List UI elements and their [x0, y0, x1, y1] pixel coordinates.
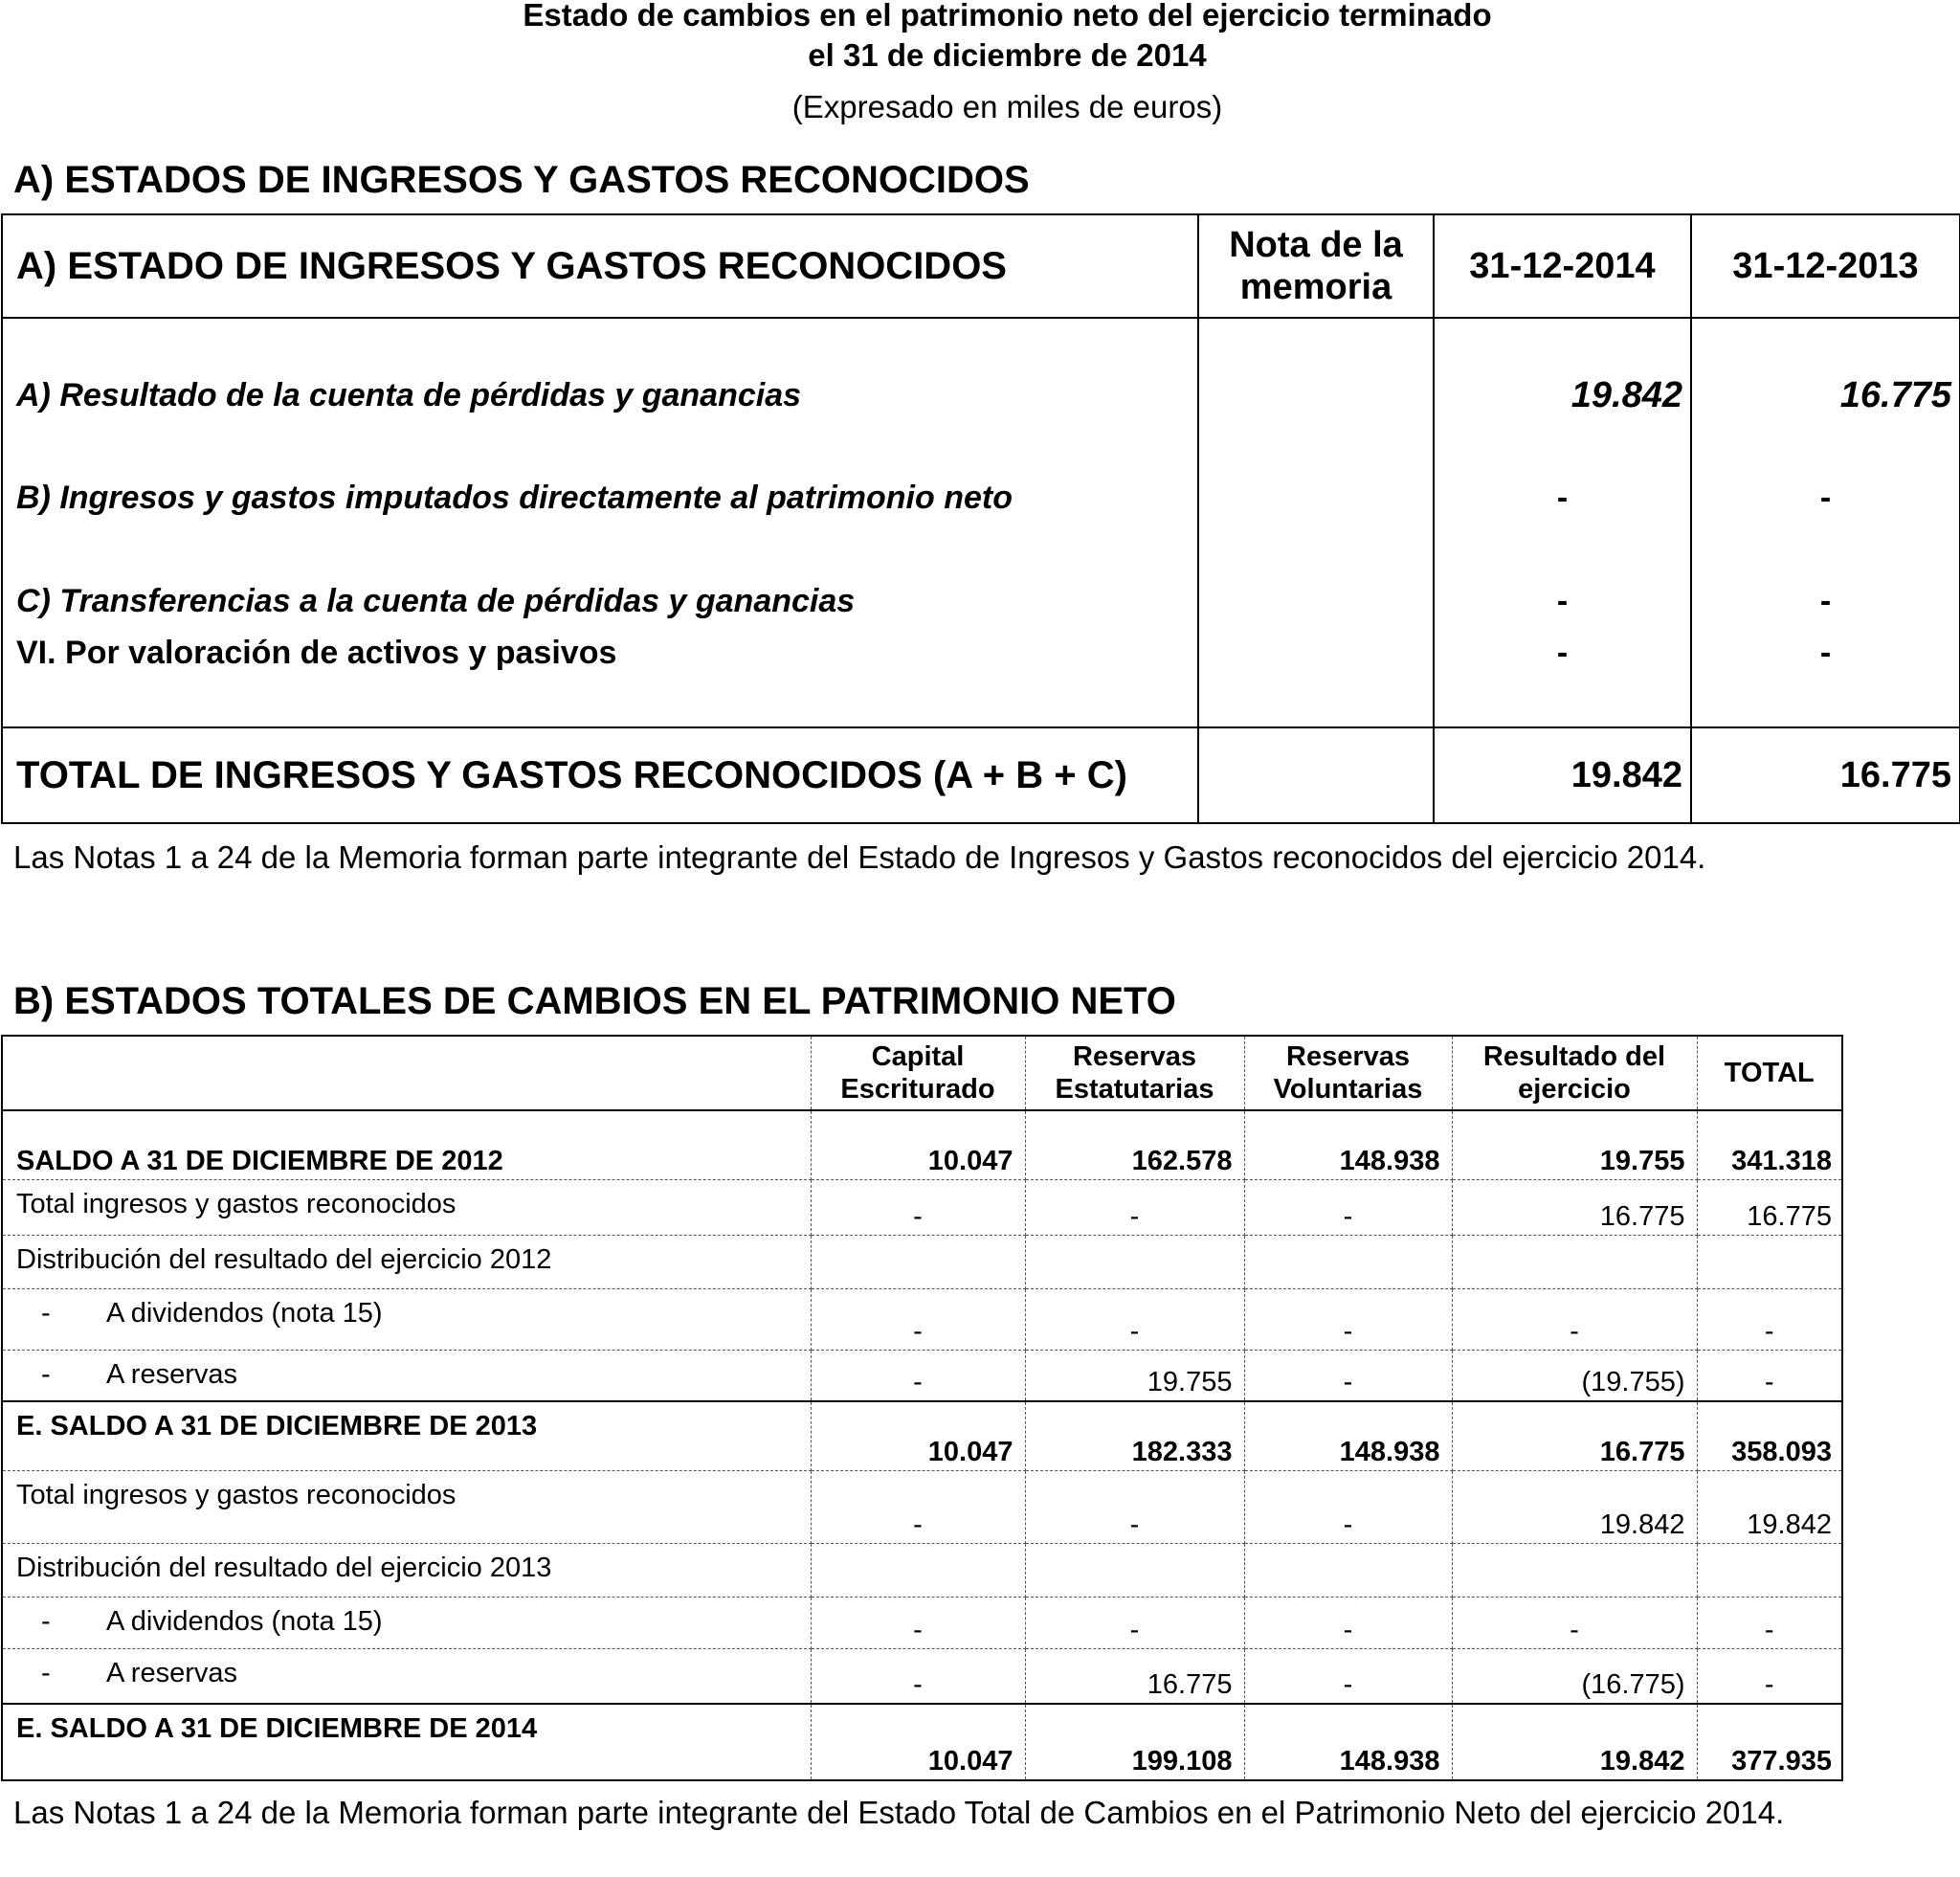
- row-label: [2, 1179, 811, 1235]
- cell-resultado: 19.842: [1452, 1704, 1697, 1780]
- cell-voluntarias: [1244, 1235, 1452, 1288]
- cell-estatutarias: 182.333: [1025, 1401, 1244, 1470]
- total-2013: 16.775: [1691, 727, 1960, 823]
- body-nota: [1198, 318, 1434, 727]
- cell-capital: -: [811, 1179, 1025, 1235]
- cell-voluntarias: -: [1244, 1288, 1452, 1350]
- row-bullet: -: [41, 1605, 51, 1637]
- cell-voluntarias: -: [1244, 1648, 1452, 1704]
- cell-estatutarias: 19.755: [1025, 1350, 1244, 1401]
- row-label-b: B) Ingresos y gastos imputados directamente al patrimonio neto: [16, 480, 1013, 516]
- row-label-text: Distribución del resultado del ejercicio 2012: [16, 1243, 552, 1275]
- cell-resultado: [1452, 1543, 1697, 1597]
- col-header-2014: 31-12-2014: [1434, 214, 1691, 318]
- cell-total: 377.935: [1697, 1704, 1842, 1780]
- row-label: [2, 1288, 811, 1350]
- table-row: [2, 1648, 1842, 1704]
- cell-capital: 10.047: [811, 1704, 1025, 1780]
- row-label: [2, 1704, 811, 1780]
- total-label: TOTAL DE INGRESOS Y GASTOS RECONOCIDOS (A + B + C): [2, 727, 1198, 823]
- col-header-voluntarias: Reservas Voluntarias: [1244, 1036, 1452, 1110]
- cell-total: 358.093: [1697, 1401, 1842, 1470]
- row-label: [2, 1597, 811, 1648]
- table-b-body: [2, 1110, 1842, 1780]
- col-header-estatutarias: Reservas Estatutarias: [1025, 1036, 1244, 1110]
- table-row: [2, 1235, 1842, 1288]
- cell-capital: -: [811, 1597, 1025, 1648]
- cell-total: -: [1697, 1350, 1842, 1401]
- cell-capital: 10.047: [811, 1110, 1025, 1179]
- cell-voluntarias: 148.938: [1244, 1110, 1452, 1179]
- value-b-2013: -: [1819, 480, 1832, 516]
- cell-total: 16.775: [1697, 1179, 1842, 1235]
- row-bullet: -: [41, 1358, 51, 1390]
- cell-resultado: 16.775: [1452, 1401, 1697, 1470]
- cell-total: -: [1697, 1648, 1842, 1704]
- row-label: [2, 1350, 811, 1401]
- table-b-header-row: [2, 1036, 1842, 1110]
- cell-estatutarias: 199.108: [1025, 1704, 1244, 1780]
- cell-resultado: (19.755): [1452, 1350, 1697, 1401]
- row-label: [2, 1648, 811, 1704]
- row-label-text: SALDO A 31 DE DICIEMBRE DE 2012: [16, 1145, 503, 1176]
- cell-total: [1697, 1235, 1842, 1288]
- table-row: [2, 1288, 1842, 1350]
- total-nota: [1198, 727, 1434, 823]
- table-row: [2, 1597, 1842, 1648]
- value-c-2013: -: [1819, 583, 1832, 619]
- row-label-text: Distribución del resultado del ejercicio 2013: [16, 1552, 552, 1583]
- cell-voluntarias: -: [1244, 1179, 1452, 1235]
- cell-voluntarias: [1244, 1543, 1452, 1597]
- document-title-line2: el 31 de diciembre de 2014: [808, 37, 1207, 73]
- body-2013: [1691, 318, 1960, 727]
- cell-capital: [811, 1235, 1025, 1288]
- section-a-heading: A) ESTADOS DE INGRESOS Y GASTOS RECONOCIDOS: [13, 159, 1030, 201]
- row-label: [2, 1470, 811, 1543]
- cell-resultado: 19.842: [1452, 1470, 1697, 1543]
- ingresos-gastos-table: [1, 213, 1960, 824]
- section-b-note: Las Notas 1 a 24 de la Memoria forman parte integrante del Estado Total de Cambios en el Patrimonio Neto del ejercicio 2014.: [13, 1795, 1785, 1830]
- row-label-text: A reservas: [106, 1358, 237, 1390]
- cell-estatutarias: -: [1025, 1179, 1244, 1235]
- col-header-2013: 31-12-2013: [1691, 214, 1960, 318]
- row-label-text: A dividendos (nota 15): [106, 1297, 383, 1329]
- cell-resultado: 16.775: [1452, 1179, 1697, 1235]
- cell-capital: -: [811, 1288, 1025, 1350]
- cell-estatutarias: 162.578: [1025, 1110, 1244, 1179]
- row-bullet: -: [41, 1657, 51, 1688]
- table-row: [2, 1179, 1842, 1235]
- row-label-vi: VI. Por valoración de activos y pasivos: [16, 635, 617, 671]
- body-2014: [1434, 318, 1691, 727]
- total-2014: 19.842: [1434, 727, 1691, 823]
- row-label-text: A dividendos (nota 15): [106, 1605, 383, 1637]
- col-header-resultado: Resultado del ejercicio: [1452, 1036, 1697, 1110]
- cell-total: [1697, 1543, 1842, 1597]
- table-row: [2, 1110, 1842, 1179]
- row-label-text: E. SALDO A 31 DE DICIEMBRE DE 2014: [16, 1713, 538, 1744]
- cell-estatutarias: [1025, 1235, 1244, 1288]
- row-label-c: C) Transferencias a la cuenta de pérdidas y ganancias: [16, 583, 856, 619]
- table-row: [2, 1704, 1842, 1780]
- cell-capital: -: [811, 1648, 1025, 1704]
- section-b-heading: B) ESTADOS TOTALES DE CAMBIOS EN EL PATRIMONIO NETO: [13, 980, 1176, 1022]
- cell-estatutarias: -: [1025, 1597, 1244, 1648]
- col-header-nota: Nota de la memoria: [1198, 214, 1434, 318]
- value-b-2014: -: [1556, 480, 1569, 516]
- row-label-text: A reservas: [106, 1657, 237, 1688]
- total-row: [2, 727, 1960, 823]
- row-label: [2, 1110, 811, 1179]
- row-label-text: Total ingresos y gastos reconocidos: [16, 1479, 457, 1510]
- cell-voluntarias: -: [1244, 1350, 1452, 1401]
- cell-resultado: 19.755: [1452, 1110, 1697, 1179]
- cell-resultado: [1452, 1235, 1697, 1288]
- cell-estatutarias: [1025, 1543, 1244, 1597]
- value-a-2014: 19.842: [1570, 375, 1682, 415]
- table-row: [2, 1543, 1842, 1597]
- row-label: [2, 1401, 811, 1470]
- col-header-capital: Capital Escriturado: [811, 1036, 1025, 1110]
- table-row: [2, 1401, 1842, 1470]
- cell-total: 341.318: [1697, 1110, 1842, 1179]
- cell-estatutarias: 16.775: [1025, 1648, 1244, 1704]
- value-a-2013: 16.775: [1839, 375, 1951, 415]
- cell-total: 19.842: [1697, 1470, 1842, 1543]
- cell-voluntarias: -: [1244, 1470, 1452, 1543]
- cell-capital: -: [811, 1350, 1025, 1401]
- cell-voluntarias: 148.938: [1244, 1704, 1452, 1780]
- cell-voluntarias: 148.938: [1244, 1401, 1452, 1470]
- body-labels: [2, 318, 1198, 727]
- value-vi-2014: -: [1556, 635, 1569, 671]
- section-a-note: Las Notas 1 a 24 de la Memoria forman parte integrante del Estado de Ingresos y Gastos reconocidos del ejercicio 2014.: [13, 839, 1706, 875]
- cell-capital: [811, 1543, 1025, 1597]
- table-header-row: [2, 214, 1960, 318]
- col-header-concept: [2, 1036, 811, 1110]
- col-header-label: A) ESTADO DE INGRESOS Y GASTOS RECONOCIDOS: [2, 214, 1198, 318]
- cell-total: -: [1697, 1288, 1842, 1350]
- cell-capital: -: [811, 1470, 1025, 1543]
- col-header-total: TOTAL: [1697, 1036, 1842, 1110]
- document-subtitle: (Expresado en miles de euros): [791, 89, 1223, 124]
- row-label: [2, 1235, 811, 1288]
- cell-estatutarias: -: [1025, 1470, 1244, 1543]
- value-c-2014: -: [1556, 583, 1569, 619]
- row-label: [2, 1543, 811, 1597]
- row-bullet: -: [41, 1297, 51, 1329]
- cell-resultado: -: [1452, 1597, 1697, 1648]
- value-vi-2013: -: [1819, 635, 1832, 671]
- table-row: [2, 1470, 1842, 1543]
- table-row: [2, 1350, 1842, 1401]
- row-label-text: Total ingresos y gastos reconocidos: [16, 1188, 457, 1219]
- row-label-text: E. SALDO A 31 DE DICIEMBRE DE 2013: [16, 1411, 538, 1441]
- document-title-line1: Estado de cambios en el patrimonio neto del ejercicio terminado: [523, 0, 1492, 33]
- row-label-a: A) Resultado de la cuenta de pérdidas y ganancias: [16, 377, 802, 413]
- cell-resultado: -: [1452, 1288, 1697, 1350]
- cell-estatutarias: -: [1025, 1288, 1244, 1350]
- cell-total: -: [1697, 1597, 1842, 1648]
- cell-resultado: (16.775): [1452, 1648, 1697, 1704]
- cell-voluntarias: -: [1244, 1597, 1452, 1648]
- table-body-row: [2, 318, 1960, 727]
- patrimonio-neto-table: [1, 1035, 1843, 1781]
- cell-capital: 10.047: [811, 1401, 1025, 1470]
